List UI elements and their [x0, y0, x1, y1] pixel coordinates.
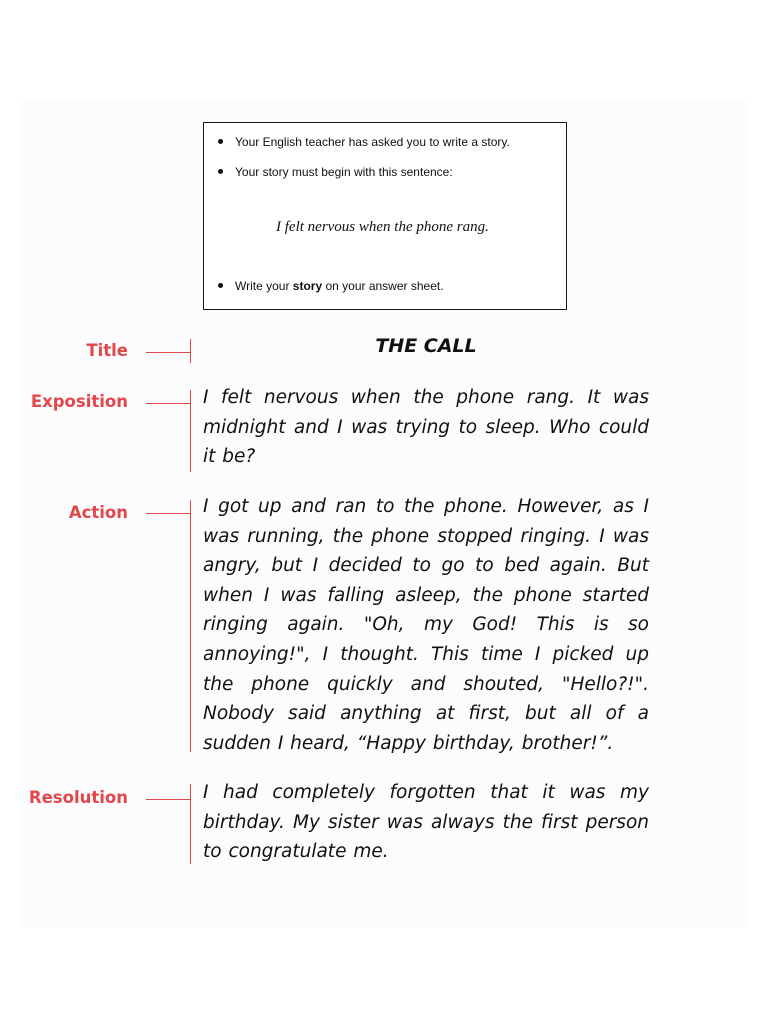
label-resolution: Resolution: [28, 788, 128, 807]
exposition-paragraph: I felt nervous when the phone rang. It was midnight and I was trying to sleep. Who could it be?: [203, 387, 649, 468]
exposition-connector-line: [146, 403, 190, 404]
label-action: Action: [68, 503, 128, 522]
resolution-bracket-line: [190, 784, 191, 864]
story-keyword: story: [292, 279, 323, 293]
label-exposition: Exposition: [30, 392, 128, 411]
title-connector-line: [146, 352, 190, 353]
action-connector-line: [146, 513, 190, 514]
bullet-icon: [218, 169, 223, 174]
task-bullet-1: Your English teacher has asked you to write a story.: [218, 135, 510, 149]
action-bracket-line: [190, 500, 191, 752]
task-instructions-box: [203, 122, 567, 310]
opening-sentence-quote: I felt nervous when the phone rang.: [276, 219, 489, 235]
title-bracket-line: [190, 339, 191, 363]
task-bullet-3: Write your story on your answer sheet.: [218, 279, 444, 293]
story-title: THE CALL: [375, 335, 477, 357]
bullet-icon: [218, 283, 223, 288]
action-paragraph: I got up and ran to the phone. However, as I was running, the phone stopped ringing. I was angry, but I decided to go to bed again. But when I was falling asleep, the phone started ringing again. "Oh, my God! This is so annoying!", I thought. This time I picked up the phone quickly and shouted, "Hello?!". Nobody said anything at first, but all of a sudden I heard, “Happy birthday, brother!”.: [203, 496, 649, 754]
resolution-connector-line: [146, 799, 190, 800]
bullet-icon: [218, 139, 223, 144]
resolution-paragraph: I had completely forgotten that it was my birthday. My sister was always the first person to congratulate me.: [203, 782, 649, 863]
label-title: Title: [86, 341, 128, 360]
task-bullet-2: Your story must begin with this sentence:: [218, 165, 453, 179]
exposition-bracket-line: [190, 390, 191, 472]
